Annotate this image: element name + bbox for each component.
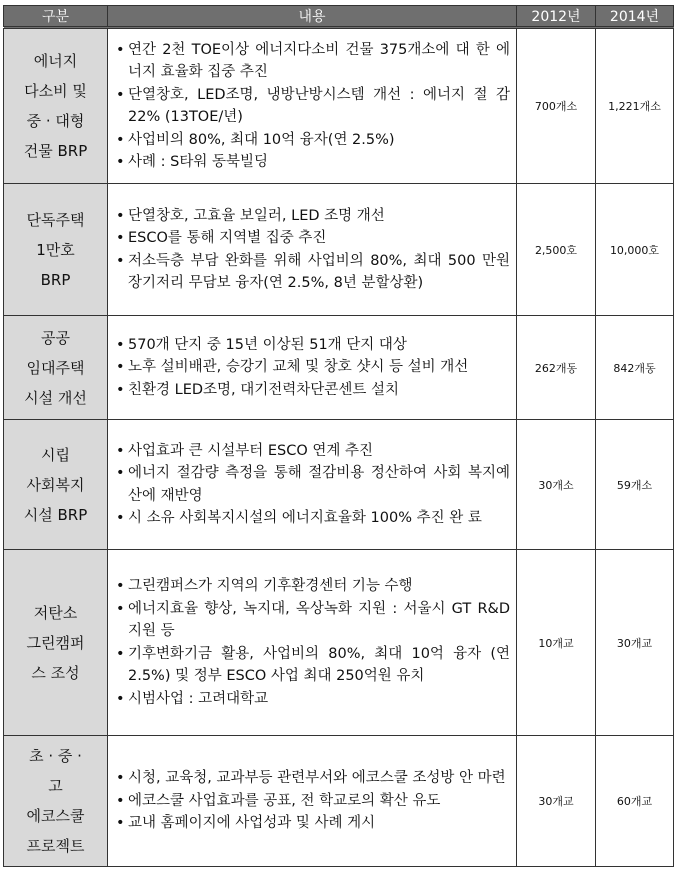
content-item: • 노후 설비배관, 승강기 교체 및 창호 샷시 등 설비 개선: [116, 356, 510, 379]
category-line: 중 · 대형: [26, 112, 85, 130]
category-line: 시설 BRP: [23, 505, 88, 524]
category-line: 단독주택: [26, 210, 85, 229]
content-item: • 교내 홈페이지에 사업성과 및 사례 게시: [116, 812, 510, 835]
content-item: • 에너지효율 향상, 녹지대, 옥상녹화 지원 : 서울시 GT R&D 지원 등: [116, 598, 510, 643]
content-item: • 사업비의 80%, 최대 10억 융자(연 2.5%): [116, 129, 510, 152]
table-row: [4, 28, 674, 184]
header-row: [4, 6, 674, 28]
value-2014: 30개교: [596, 550, 674, 736]
category-line: 건물 BRP: [23, 142, 88, 160]
content-item: • 시 소유 사회복지시설의 에너지효율화 100% 추진 완 료: [116, 507, 510, 530]
category-line: 다소비 및: [24, 82, 87, 100]
value-2012: 2,500호: [517, 184, 596, 316]
header-2014: 2014년: [596, 6, 674, 28]
category-line: 시설 개선: [24, 388, 87, 407]
table-row: [4, 420, 674, 550]
value-2012: 700개소: [517, 28, 596, 184]
content-item: • 에코스쿨 사업효과를 공표, 전 학교로의 확산 유도: [116, 790, 510, 813]
content-item: • 570개 단지 중 15년 이상된 51개 단지 대상: [116, 334, 510, 357]
category-line: 저탄소: [33, 603, 78, 622]
content-item: • 시범사업 : 고려대학교: [116, 688, 510, 711]
category-cell: [4, 184, 108, 316]
content-cell: [108, 184, 517, 316]
header-category: 구분: [4, 6, 108, 28]
category-line: 공공: [41, 328, 70, 347]
content-item: • 에너지 절감량 측정을 통해 절감비용 정산하여 사회 복지예산에 재반영: [116, 462, 510, 507]
brp-table: [3, 5, 674, 867]
category-cell: [4, 420, 108, 550]
content-item: • ESCO를 통해 지역별 집중 추진: [116, 227, 510, 250]
table-row: [4, 550, 674, 736]
category-line: 시립: [41, 445, 70, 464]
category-line: 초 · 중 ·: [29, 747, 82, 765]
category-cell: [4, 316, 108, 420]
category-line: 에코스쿨: [26, 807, 85, 825]
category-cell: [4, 550, 108, 736]
content-item: • 저소득층 부담 완화를 위해 사업비의 80%, 최대 500 만원 장기저리 무담보 융자(연 2.5%, 8년 분할상환): [116, 250, 510, 295]
category-line: 에너지: [33, 52, 78, 70]
category-line: 1만호: [36, 240, 75, 259]
value-2014: 842개동: [596, 316, 674, 420]
category-line: 고: [48, 777, 63, 795]
value-2012: 30개소: [517, 420, 596, 550]
content-cell: [108, 28, 517, 184]
table-row: [4, 736, 674, 867]
table-row: [4, 316, 674, 420]
value-2012: 262개동: [517, 316, 596, 420]
content-cell: [108, 550, 517, 736]
header-content: 내용: [108, 6, 517, 28]
value-2014: 1,221개소: [596, 28, 674, 184]
category-line: 스 조성: [31, 663, 80, 682]
content-item: • 사례 : S타워 동북빌딩: [116, 151, 510, 174]
value-2012: 10개교: [517, 550, 596, 736]
content-item: • 그린캠퍼스가 지역의 기후환경센터 기능 수행: [116, 575, 510, 598]
content-item: • 시청, 교육청, 교과부등 관련부서와 에코스쿨 조성방 안 마련: [116, 767, 510, 790]
table-row: [4, 184, 674, 316]
content-cell: [108, 420, 517, 550]
category-line: 임대주택: [26, 358, 85, 377]
content-item: • 기후변화기금 활용, 사업비의 80%, 최대 10억 융자 (연 2.5%) 및 정부 ESCO 사업 최대 250억원 유치: [116, 643, 510, 688]
category-cell: [4, 28, 108, 184]
content-cell: [108, 736, 517, 867]
content-cell: [108, 316, 517, 420]
category-line: 그린캠퍼: [26, 633, 85, 652]
content-item: • 단열창호, 고효율 보일러, LED 조명 개선: [116, 205, 510, 228]
value-2014: 60개교: [596, 736, 674, 867]
value-2012: 30개교: [517, 736, 596, 867]
content-item: • 친환경 LED조명, 대기전력차단콘센트 설치: [116, 379, 510, 402]
content-item: • 사업효과 큰 시설부터 ESCO 연계 추진: [116, 440, 510, 463]
category-line: 프로젝트: [26, 837, 85, 855]
category-cell: [4, 736, 108, 867]
category-line: 사회복지: [26, 475, 85, 494]
value-2014: 59개소: [596, 420, 674, 550]
header-2012: 2012년: [517, 6, 596, 28]
content-item: • 연간 2천 TOE이상 에너지다소비 건물 375개소에 대 한 에너지 효율화 집중 추진: [116, 39, 510, 84]
content-item: • 단열창호, LED조명, 냉방난방시스템 개선 : 에너지 절 감 22% (13TOE/년): [116, 84, 510, 129]
value-2014: 10,000호: [596, 184, 674, 316]
category-line: BRP: [40, 270, 71, 289]
